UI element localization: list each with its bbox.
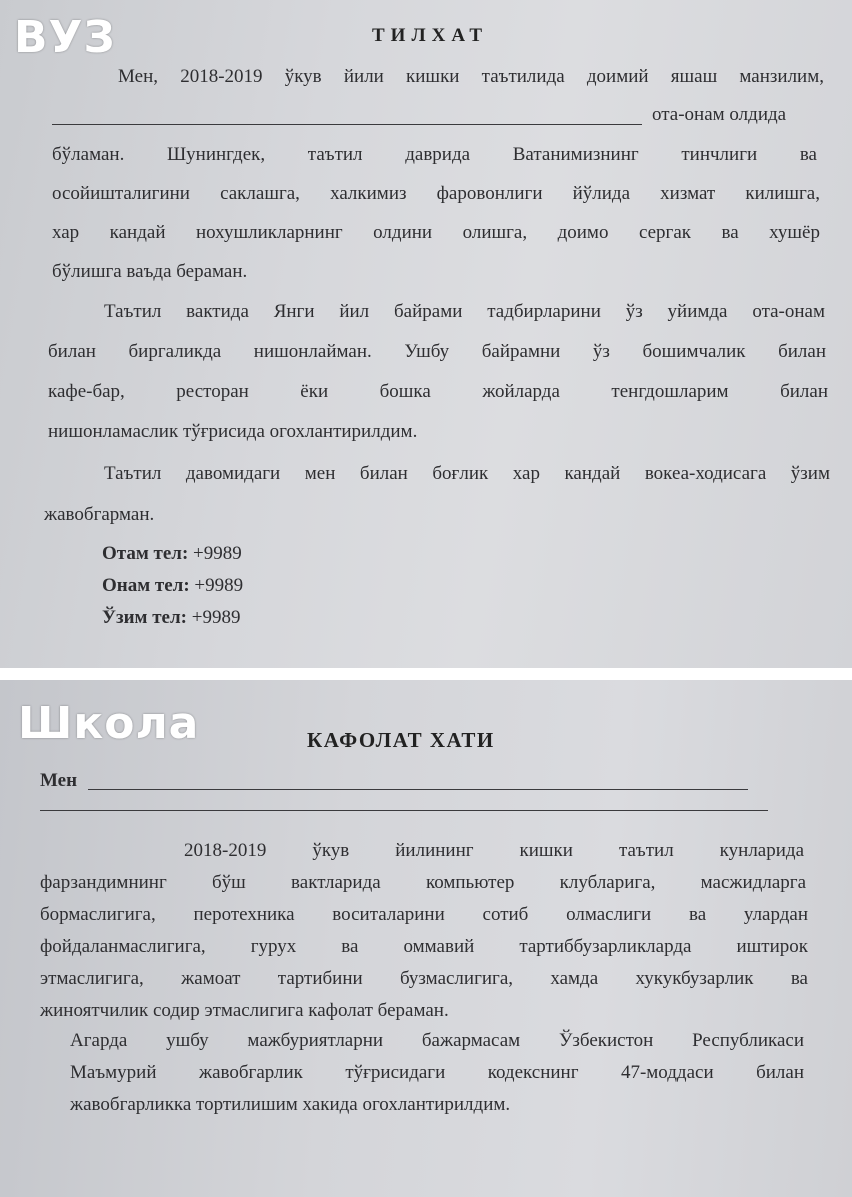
name-blank-line xyxy=(88,789,748,790)
paragraph-line: Таътил вактида Янги йил байрами тадбирларини ўз уйимда ота-онам xyxy=(104,301,825,322)
paragraph-line: хар кандай нохушликларнинг олдини олишга, доимо сергак ва хушёр xyxy=(52,222,820,243)
paragraph-line: Таътил давомидаги мен билан боғлик хар кандай вокеа-ходисага ўзим xyxy=(104,463,830,484)
paragraph-line: Мен, 2018-2019 ўкув йили кишки таътилида доимий яшаш манзилим, xyxy=(118,66,824,87)
paragraph-line: 2018-2019 ўкув йилининг кишки таътил кунларида xyxy=(184,840,804,861)
caption-badge-university: ВУЗ xyxy=(14,12,116,63)
paragraph-line: жиноятчилик содир этмаслигига кафолат бераман. xyxy=(40,1000,449,1021)
phone-label: Онам тел: xyxy=(102,575,190,596)
document-title-kafolat-khati: КАФОЛАТ ХАТИ xyxy=(307,728,495,752)
phone-row-mother xyxy=(102,575,243,597)
phone-label: Ўзим тел: xyxy=(102,607,187,628)
paragraph-line: фарзандимнинг бўш вактларида компьютер клубларига, масжидларга xyxy=(40,872,806,893)
paragraph-line: билан биргаликда нишонлайман. Ушбу байрамни ўз бошимчалик билан xyxy=(48,341,826,362)
phone-row-father xyxy=(102,543,242,565)
paragraph-line: бўламан. Шунингдек, таътил даврида Ватанимизнинг тинчлиги ва xyxy=(52,144,817,165)
document-title-tilkhat: ТИЛХАТ xyxy=(372,25,489,46)
address-blank-line xyxy=(52,124,642,125)
name-blank-line-2 xyxy=(40,810,768,811)
phone-label: Отам тел: xyxy=(102,543,189,564)
paragraph-line: осойишталигини саклашга, халкимиз фаровонлиги йўлида хизмат килишга, xyxy=(52,183,820,204)
men-label: Мен xyxy=(40,770,78,791)
paragraph-line: жавобгарликка тортилишим хакида огохлантирилдим. xyxy=(70,1094,511,1115)
paragraph-line: нишонламаслик тўғрисида огохлантирилдим. xyxy=(48,421,418,442)
caption-badge-school: Школа xyxy=(18,698,200,749)
paragraph-line: ота-онам олдида xyxy=(652,104,787,125)
paragraph-line: этмаслигига, жамоат тартибини бузмаслигига, хамда хукукбузарлик ва xyxy=(40,968,808,989)
paragraph-line: бўлишга ваъда бераман. xyxy=(52,261,248,282)
phone-row-self xyxy=(102,607,240,629)
paragraph-line: Маъмурий жавобгарлик тўғрисидаги кодекснинг 47-моддаси билан xyxy=(70,1062,804,1083)
paragraph-line: бормаслигига, перотехника воситаларини сотиб олмаслиги ва улардан xyxy=(40,904,808,925)
phone-value: +9989 xyxy=(191,607,241,628)
phone-value: +9989 xyxy=(194,575,244,596)
paragraph-line: кафе-бар, ресторан ёки бошка жойларда тенгдошларим билан xyxy=(48,381,828,402)
paragraph-line: жавобгарман. xyxy=(44,504,155,525)
phone-value: +9989 xyxy=(193,543,242,564)
paragraph-line: фойдаланмаслигига, гурух ва оммавий тартиббузарликларда иштирок xyxy=(40,936,808,957)
paragraph-line: Агарда ушбу мажбуриятларни бажармасам Ўзбекистон Республикаси xyxy=(70,1030,804,1051)
